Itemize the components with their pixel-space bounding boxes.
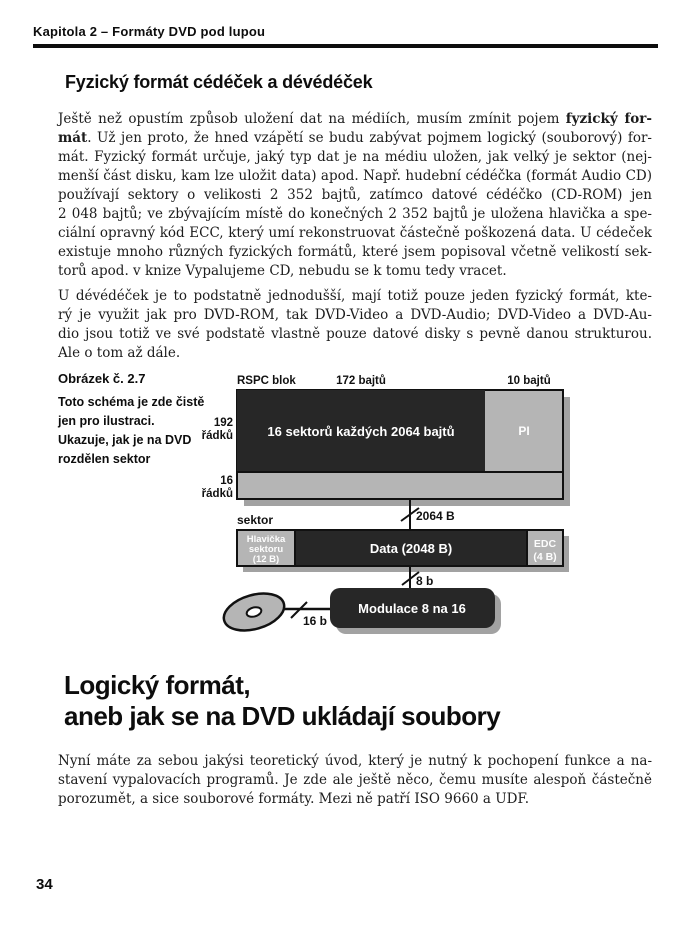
rows-16-label-line2: řádků	[201, 488, 233, 500]
figure-caption-text: Toto schéma je zde čistě jen pro ilustraci. Ukazuje, jak je na DVD rozdělen sektor	[58, 395, 205, 466]
page-number: 34	[36, 876, 53, 893]
sector-block-label: 16 sektorů každých 2064 bajtů	[267, 424, 455, 439]
header-rule	[33, 44, 658, 48]
bits-16-label: 16 b	[303, 614, 328, 628]
figure-caption-title: Obrázek č. 2.7	[58, 371, 146, 386]
rspc-block-label: RSPC blok	[237, 375, 296, 387]
edc-label-line2: (4 B)	[533, 551, 557, 563]
rows-16-label-line1: 16	[220, 475, 233, 487]
sector-header-line1: Hlavička	[246, 534, 286, 545]
sector-header-line3: (12 B)	[252, 554, 280, 565]
sector-diagram	[185, 368, 585, 648]
pi-label: PI	[518, 424, 530, 438]
data-segment-label: Data (2048 B)	[369, 541, 453, 556]
size-2064-label: 2064 B	[416, 509, 455, 523]
sector-header-line2: sektoru	[248, 544, 284, 555]
sector-label: sektor	[237, 513, 274, 527]
section-title-logical-format: Logický formát, aneb jak se na DVD ukládají soubory	[64, 670, 501, 731]
running-header: Kapitola 2 – Formáty DVD pod lupou	[33, 24, 266, 39]
row-width-label: 172 bajtů	[336, 375, 386, 387]
rows-192-label-line2: řádků	[201, 430, 233, 442]
body-paragraph-2: U dévédéček je to podstatně jednodušší, mají totiž pouze jeden fyzický formát, kte- rý je využit jak pro DVD-ROM, tak DVD-Video a DVD-Audio; DVD-Video a DVD-Au- dio jsou totiž ve své podstatě vlastně pouze datové disky s pevně danou strukturou. Ale o tom až dále.	[58, 288, 652, 361]
body-paragraph-1: Ještě než opustím způsob uložení dat na médiích, musím zmínit pojem fyzický for- mát. Už jen proto, že hned vzápětí se budu zabývat pojmem logický (souborový) for- mát. Fyzický formát určuje, jaký typ dat je na médiu uložen, jak velký je sektor (nej- menší část disku, kam lze uložit data) apod. Např. hudební cédéčka (formát Audio CD) používají sektory o velikosti 2 352 bajtů, zatímco datové cédéčko (CD-ROM) jen 2 048 bajtů; ve zbývajícím místě do konečných 2 352 bajtů je uložena hlavička a spe- ciální opravný kód ECC, který umí rekonstruovat částečně poškozená data. U cédeček existuje mnoho různých fyzických formátů, které jsem popisoval včetně velikostí sek- torů apod. v knize Vypalujeme CD, nebudu se k tomu tedy vracet.	[58, 111, 653, 279]
body-paragraph-3: Nyní máte za sebou jakýsi teoretický úvod, který je nutný k pochopení funkce a na- stavení vypalovacích programů. Je zde ale ještě něco, čemu musíte alespoň částečně porozumět, a sice souborové formáty. Mezi ně patří ISO 9660 a UDF.	[58, 753, 652, 807]
edc-label-line1: EDC	[533, 538, 557, 550]
bits-8-label: 8 b	[416, 574, 434, 588]
pi-width-label: 10 bajtů	[507, 375, 551, 387]
rows-192-label-line1: 192	[213, 417, 233, 429]
disc-icon	[220, 587, 289, 637]
section-title-physical-format: Fyzický formát cédéček a dévédéček	[65, 72, 373, 92]
sector-diagram-svg	[185, 368, 585, 648]
modulation-label: Modulace 8 na 16	[358, 601, 466, 616]
